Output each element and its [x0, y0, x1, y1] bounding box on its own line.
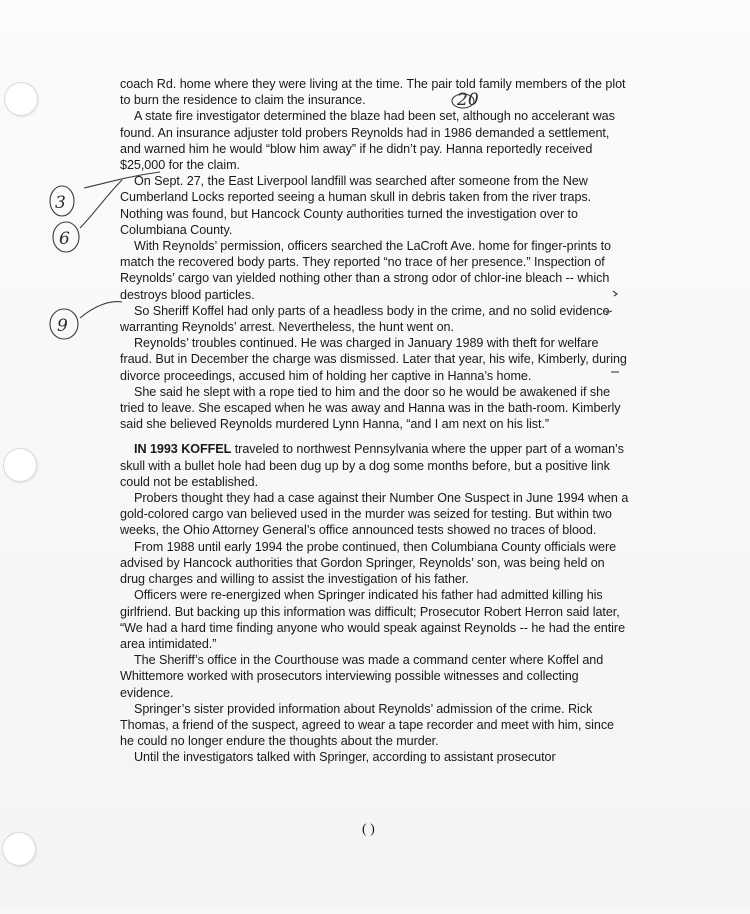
paragraph: Officers were re-energized when Springer indicated his father had admitted killing his girlfriend. But backing up this information was difficult; Prosecutor Robert Herron said later, “We had a hard time finding anyone who would speak against Reynolds -- he had the entire area intimidated.”	[120, 588, 626, 651]
section-lead: IN 1993 KOFFEL	[134, 442, 232, 457]
paragraph: Reynolds’ troubles continued. He was charged in January 1989 with theft for welfare fraud. But in December the charge was dismissed. Later that year, his wife, Kimberly, during divorce proceedings, accused him of holding her captive in Hanna’s home.	[120, 336, 627, 383]
page-number: ( )	[362, 822, 375, 837]
paragraph: With Reynolds’ permission, officers searched the LaCroft Ave. home for finger-prints to match the recovered body parts. They reported “no trace of her presence.” Inspection of Reynolds’ cargo van yielded nothing other than a strong odor of chlor-ine bleach -- which destroys blood particles.	[120, 239, 611, 302]
margin-number: 6	[59, 229, 70, 249]
paragraph: From 1988 until early 1994 the probe continued, then Columbiana County officials were advised by Hancock authorities that Gordon Springer, Reynolds’ son, was being held on drug charges and willing to assist the investigation of his father.	[120, 539, 617, 587]
paragraph: Probers thought they had a case against their Number One Suspect in June 1994 when a gold-colored cargo van believed used in the murder was seized for testing. But within two weeks, the Ohio Attorney General’s office announced tests showed no traces of blood.	[120, 491, 629, 538]
paragraph: Until the investigators talked with Springer, according to assistant prosecutor	[134, 750, 556, 765]
inline-mark-text: 20	[457, 90, 479, 110]
paragraph-text: traveled to northwest Pennsylvania where the upper part of a woman’s skull with a bullet hole had been dug up by a dog some months before, but a positive link could not be established.	[120, 442, 624, 489]
paragraph: coach Rd. home where they were living at the time. The pair told family members of the plot to burn the residence to claim the insurance.	[120, 77, 626, 108]
paragraph: So Sheriff Koffel had only parts of a headless body in the crime, and no solid evidence warranting Reynolds’ arrest. Nevertheless, the hunt went on.	[120, 303, 610, 335]
paragraph: She said he slept with a rope tied to him and the door so he would be awakened if she tried to leave. She escaped when he was away and Hanna was in the bath-room. Kimberly said she believed Reynolds murdered Lynn Hanna, “and I am next on his list.”	[120, 384, 621, 432]
punch-hole	[3, 448, 37, 482]
paragraph: Springer’s sister provided information about Reynolds’ admission of the crime. Rick Thomas, a friend of the suspect, agreed to wear a tape recorder and meet with him, since he could no longer endure the thoughts about the murder.	[120, 701, 615, 749]
paragraph: On Sept. 27, the East Liverpool landfill was searched after someone from the New Cumberland Locks reported seeing a human skull in debris taken from the river traps. Nothing was found, but Hancock County authorities turned the investigation over to Columbiana County.	[120, 174, 592, 237]
paragraph: A state fire investigator determined the blaze had been set, although no accelerant was found. An insurance adjuster told probers Reynolds had in 1986 demanded a settlement, and warned him he would “blow him away” if he didn’t pay. Hanna reportedly received $25,000 for the claim.	[120, 109, 615, 173]
margin-number: 9	[57, 316, 68, 336]
article-body	[120, 76, 630, 766]
punch-hole	[4, 82, 38, 116]
paragraph: The Sheriff’s office in the Courthouse was made a command center where Koffel and Whittemore worked with prosecutors interviewing possible witnesses and collecting evidence.	[120, 653, 604, 700]
punch-hole	[2, 832, 36, 866]
margin-number: 3	[55, 193, 66, 213]
section-lead-paragraph	[120, 441, 630, 490]
margin-annotation-6	[53, 180, 122, 252]
margin-annotation-9	[50, 302, 122, 339]
